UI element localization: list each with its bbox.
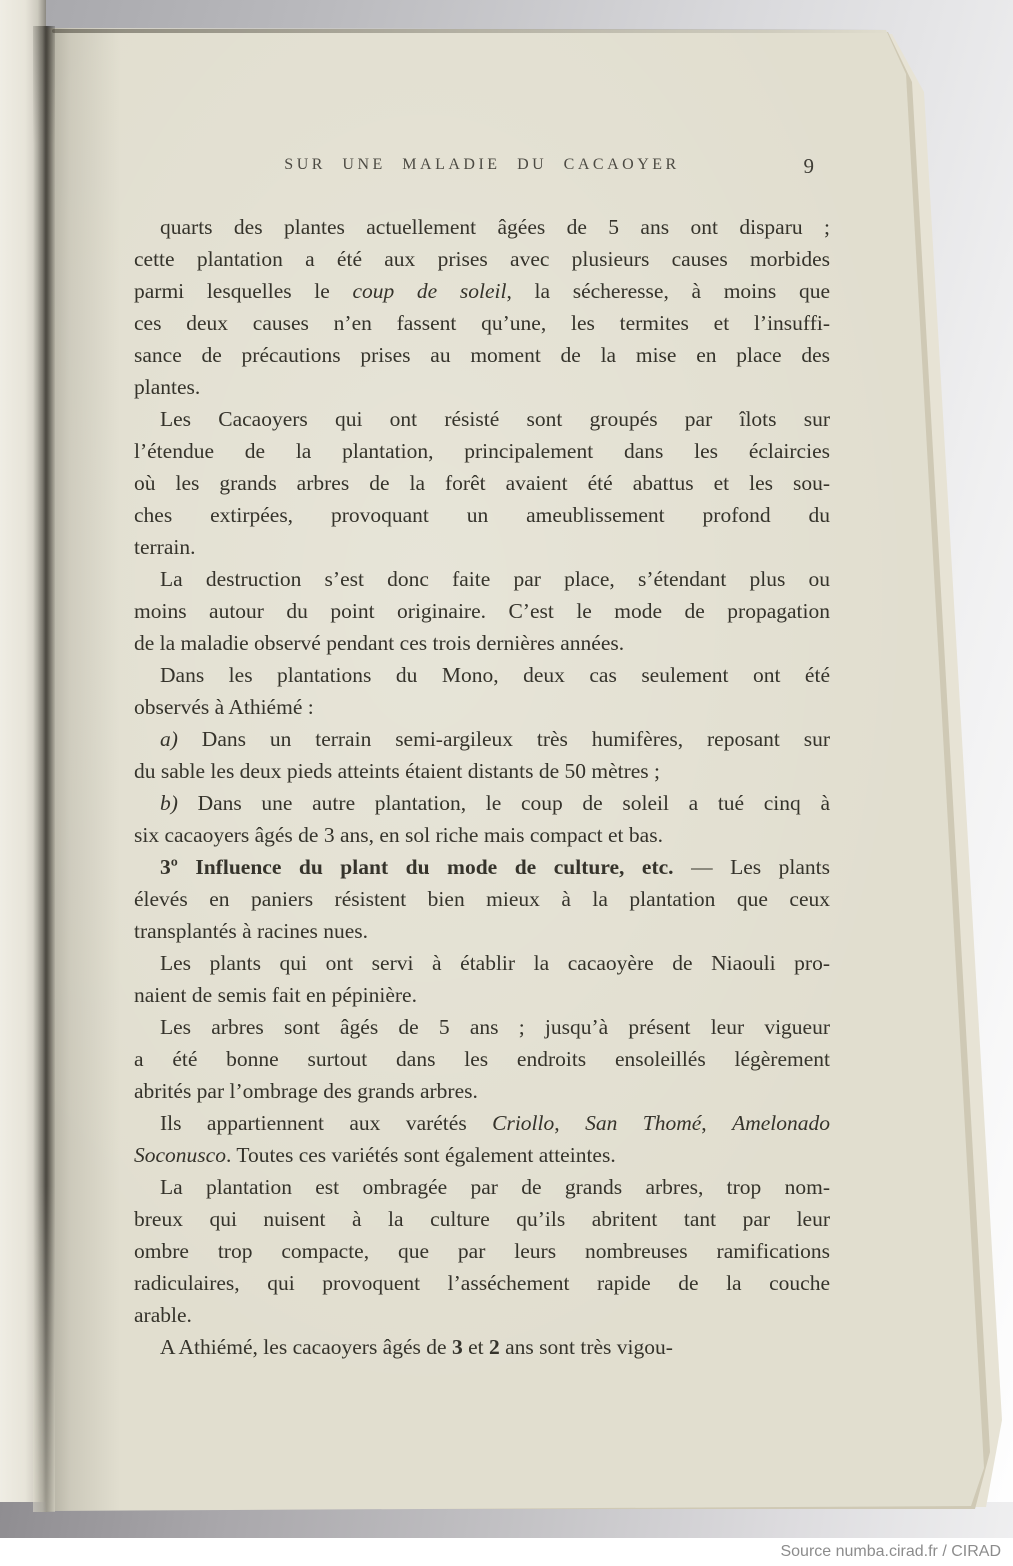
text-line — [134, 563, 830, 595]
text-segment: naient de semis fait en pépinière. — [134, 983, 417, 1007]
text-line — [134, 435, 830, 467]
text-line — [134, 659, 830, 691]
text-segment: transplantés à racines nues. — [134, 919, 369, 943]
text-line — [134, 1235, 830, 1267]
text-segment: moins autour du point originaire. C’est le mode de propagation — [134, 599, 830, 623]
text-segment: cette plantation a été aux prises avec plusieurs causes morbides — [134, 247, 830, 271]
running-title: SUR UNE MALADIE DU CACAOYER — [284, 156, 680, 173]
text-segment: . Toutes ces variétés sont également atteintes. — [225, 1143, 616, 1167]
text-line — [134, 1331, 830, 1363]
page-text — [134, 211, 830, 1363]
running-head — [134, 156, 830, 180]
text-line — [134, 339, 830, 371]
text-line — [134, 243, 830, 275]
text-segment: Soconusco — [134, 1143, 226, 1167]
text-line — [134, 787, 830, 819]
text-line — [134, 403, 830, 435]
text-segment: 3 — [451, 1335, 463, 1359]
text-line — [134, 275, 830, 307]
text-segment: Amelonado — [732, 1111, 831, 1135]
text-segment: — Les plants — [673, 855, 830, 879]
text-line — [134, 883, 830, 915]
text-segment: radiculaires, qui provoquent l’asséchement rapide de la couche — [134, 1271, 830, 1295]
text-segment: Criollo — [492, 1111, 555, 1135]
text-segment: abrités par l’ombrage des grands arbres. — [134, 1079, 478, 1103]
text-line — [134, 627, 830, 659]
text-segment: a été bonne surtout dans les endroits ensoleillés légèrement — [134, 1047, 830, 1071]
text-line — [134, 531, 830, 563]
text-segment: l’étendue de la plantation, principalement dans les éclaircies — [134, 439, 830, 463]
text-segment: Les plants qui ont servi à établir la cacaoyère de Niaouli pro- — [160, 951, 830, 975]
text-line — [134, 371, 830, 403]
text-segment: breux qui nuisent à la culture qu’ils abritent tant par leur — [134, 1207, 830, 1231]
text-segment: Dans les plantations du Mono, deux cas seulement ont été — [160, 663, 830, 687]
text-segment: , — [701, 1111, 733, 1135]
text-segment: coup de soleil — [352, 279, 507, 303]
text-segment: La plantation est ombragée par de grands arbres, trop nom- — [160, 1175, 830, 1199]
text-line — [134, 1107, 830, 1139]
text-segment: , — [554, 1111, 586, 1135]
text-segment: Dans un terrain semi-argileux très humifères, reposant sur — [177, 727, 830, 751]
page-content — [46, 28, 980, 1363]
text-segment: ans sont très vigou- — [499, 1335, 673, 1359]
source-credit: Source numba.cirad.fr / CIRAD — [780, 1543, 1001, 1560]
text-segment: sance de précautions prises au moment de la mise en place des — [134, 343, 830, 367]
text-segment: arable. — [134, 1303, 192, 1327]
text-line — [134, 979, 830, 1011]
text-segment: et — [462, 1335, 489, 1359]
text-line — [134, 499, 830, 531]
text-segment: 3º Influence du plant du mode de culture, etc. — [160, 855, 674, 879]
text-segment: observés à Athiémé : — [134, 695, 314, 719]
text-segment: b) — [160, 791, 178, 815]
text-segment: La destruction s’est donc faite par place, s’étendant plus ou — [160, 567, 830, 591]
text-segment: élevés en paniers résistent bien mieux à la plantation que ceux — [134, 887, 830, 911]
text-segment: six cacaoyers âgés de 3 ans, en sol riche mais compact et bas. — [134, 823, 663, 847]
text-segment: Dans une autre plantation, le coup de soleil a tué cinq à — [177, 791, 830, 815]
text-segment: ces deux causes n’en fassent qu’une, les termites et l’insuffi- — [134, 311, 830, 335]
text-segment: ches extirpées, provoquant un ameublissement profond du — [134, 503, 830, 527]
text-line — [134, 947, 830, 979]
text-line — [134, 211, 830, 243]
text-segment: où les grands arbres de la forêt avaient été abattus et les sou- — [134, 471, 830, 495]
text-segment: 2 — [488, 1335, 500, 1359]
text-line — [134, 691, 830, 723]
text-line — [134, 851, 830, 883]
text-line — [134, 307, 830, 339]
text-line — [134, 755, 830, 787]
text-line — [134, 1299, 830, 1331]
text-segment: , la sécheresse, à moins que — [506, 279, 830, 303]
text-segment: quarts des plantes actuellement âgées de 5 ans ont disparu ; — [160, 215, 830, 239]
text-line — [134, 1171, 830, 1203]
text-line — [134, 915, 830, 947]
text-line — [134, 1203, 830, 1235]
text-line — [134, 1011, 830, 1043]
text-line — [134, 819, 830, 851]
page-number: 9 — [803, 154, 814, 178]
text-segment: de la maladie observé pendant ces trois dernières années. — [134, 631, 625, 655]
text-line — [134, 1075, 830, 1107]
text-segment: plantes. — [134, 375, 201, 399]
text-line — [134, 723, 830, 755]
text-segment: terrain. — [134, 535, 196, 559]
text-segment: du sable les deux pieds atteints étaient distants de 50 mètres ; — [134, 759, 661, 783]
text-line — [134, 1043, 830, 1075]
text-segment: A Athiémé, les cacaoyers âgés de — [160, 1335, 452, 1359]
text-segment: San Thomé — [585, 1111, 702, 1135]
text-segment: Les Cacaoyers qui ont résisté sont groupés par îlots sur — [160, 407, 830, 431]
text-line — [134, 1267, 830, 1299]
text-line — [134, 595, 830, 627]
text-line — [134, 467, 830, 499]
text-segment: ombre trop compacte, que par leurs nombreuses ramifications — [134, 1239, 830, 1263]
text-line — [134, 1139, 830, 1171]
text-segment: a) — [160, 727, 178, 751]
source-bar — [0, 1538, 1013, 1566]
text-segment: Les arbres sont âgés de 5 ans ; jusqu’à présent leur vigueur — [160, 1015, 830, 1039]
text-segment: Ils appartiennent aux varétés — [160, 1111, 493, 1135]
text-segment: parmi lesquelles le — [134, 279, 353, 303]
